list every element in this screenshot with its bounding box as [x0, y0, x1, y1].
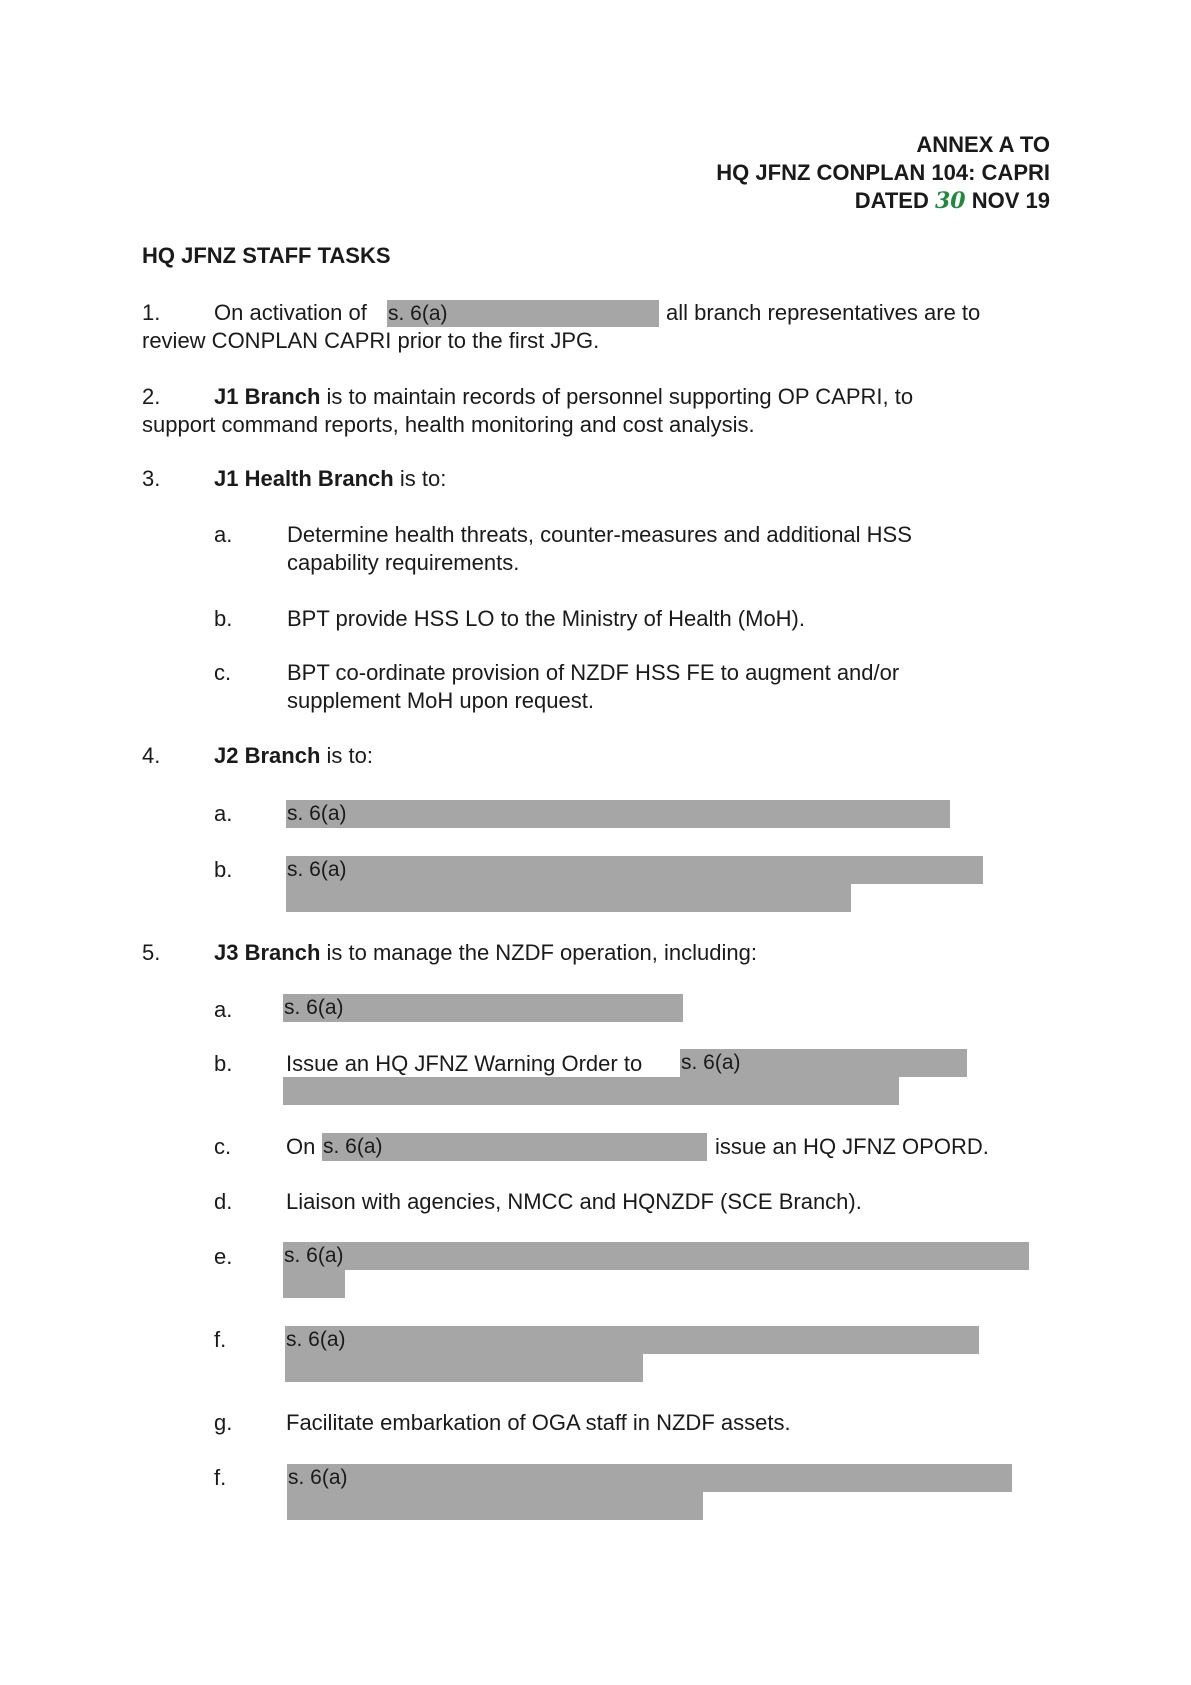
- item-text: Determine health threats, counter-measures and additional HSS: [287, 522, 912, 547]
- redaction-box-cont: [285, 1354, 643, 1382]
- para-5-number: 5.: [142, 940, 161, 965]
- para-3-number: 3.: [142, 466, 161, 491]
- item-text-post: issue an HQ JFNZ OPORD.: [715, 1134, 989, 1159]
- para-1-line-2: review CONPLAN CAPRI prior to the first JPG.: [142, 328, 600, 353]
- item-text: BPT provide HSS LO to the Ministry of Health (MoH).: [287, 606, 805, 631]
- redaction-box: s. 6(a): [287, 1464, 1012, 1492]
- page-title: HQ JFNZ STAFF TASKS: [142, 243, 391, 268]
- item-letter: f.: [214, 1465, 227, 1490]
- para-4-number: 4.: [142, 743, 161, 768]
- item-text: Liaison with agencies, NMCC and HQNZDF (SCE Branch).: [286, 1189, 862, 1214]
- item-letter: g.: [214, 1410, 233, 1435]
- item-text: Issue an HQ JFNZ Warning Order to: [286, 1051, 643, 1076]
- para-1-post: all branch representatives are to: [666, 300, 981, 325]
- item-text: Facilitate embarkation of OGA staff in NZDF assets.: [286, 1410, 791, 1435]
- item-letter: b.: [214, 857, 233, 882]
- redaction-box-cont: [287, 1492, 703, 1520]
- para-1-number: 1.: [142, 300, 161, 325]
- para-2-text: is to maintain records of personnel supporting OP CAPRI, to: [326, 384, 914, 409]
- redaction-box: s. 6(a): [283, 994, 683, 1022]
- para-2-heading: J1 Branch: [214, 384, 321, 409]
- para-3-line: [214, 465, 446, 493]
- item-letter: a.: [214, 801, 233, 826]
- para-4-line: [214, 742, 373, 770]
- para-1-pre: On activation of: [214, 300, 367, 325]
- item-text-cont: capability requirements.: [287, 550, 520, 575]
- item-letter: d.: [214, 1189, 233, 1214]
- para-2-line-1: [214, 383, 913, 411]
- item-letter: a.: [214, 997, 233, 1022]
- dated-prefix: DATED: [854, 188, 929, 213]
- para-5-line: [214, 939, 757, 967]
- redaction-box: s. 6(a): [285, 1326, 979, 1354]
- redaction-box: s. 6(a): [322, 1133, 707, 1161]
- para-2-number: 2.: [142, 384, 161, 409]
- item-letter: f.: [214, 1327, 227, 1352]
- redaction-box-cont: [283, 1270, 345, 1298]
- para-4-text: is to:: [326, 743, 373, 768]
- redaction-box-cont: [286, 884, 851, 912]
- para-2-line-2: support command reports, health monitoring and cost analysis.: [142, 412, 755, 437]
- para-4-heading: J2 Branch: [214, 743, 321, 768]
- item-letter: c.: [214, 1134, 232, 1159]
- item-text: On: [286, 1134, 316, 1159]
- annex-line: ANNEX A TO: [916, 132, 1050, 157]
- redaction-box: s. 6(a): [286, 856, 983, 884]
- redaction-box: s. 6(a): [680, 1049, 967, 1077]
- item-letter: b.: [214, 1051, 233, 1076]
- item-text: BPT co-ordinate provision of NZDF HSS FE to augment and/or: [287, 660, 900, 685]
- conplan-line: HQ JFNZ CONPLAN 104: CAPRI: [716, 160, 1050, 185]
- dated-line: [600, 187, 1050, 215]
- para-3-heading: J1 Health Branch: [214, 466, 394, 491]
- item-letter: e.: [214, 1244, 233, 1269]
- item-letter: a.: [214, 522, 233, 547]
- para-3-text: is to:: [399, 466, 447, 491]
- dated-suffix: NOV 19: [971, 188, 1050, 213]
- item-letter: b.: [214, 606, 233, 631]
- item-text-cont: supplement MoH upon request.: [287, 688, 594, 713]
- para-5-heading: J3 Branch: [214, 940, 321, 965]
- redaction-box: s. 6(a): [283, 1242, 1029, 1270]
- redaction-box: s. 6(a): [387, 300, 659, 327]
- item-letter: c.: [214, 660, 232, 685]
- redaction-box-cont: [283, 1077, 899, 1105]
- para-5-text: is to manage the NZDF operation, including:: [326, 940, 757, 965]
- handwritten-day: 30: [934, 188, 966, 214]
- redaction-box: s. 6(a): [286, 800, 950, 828]
